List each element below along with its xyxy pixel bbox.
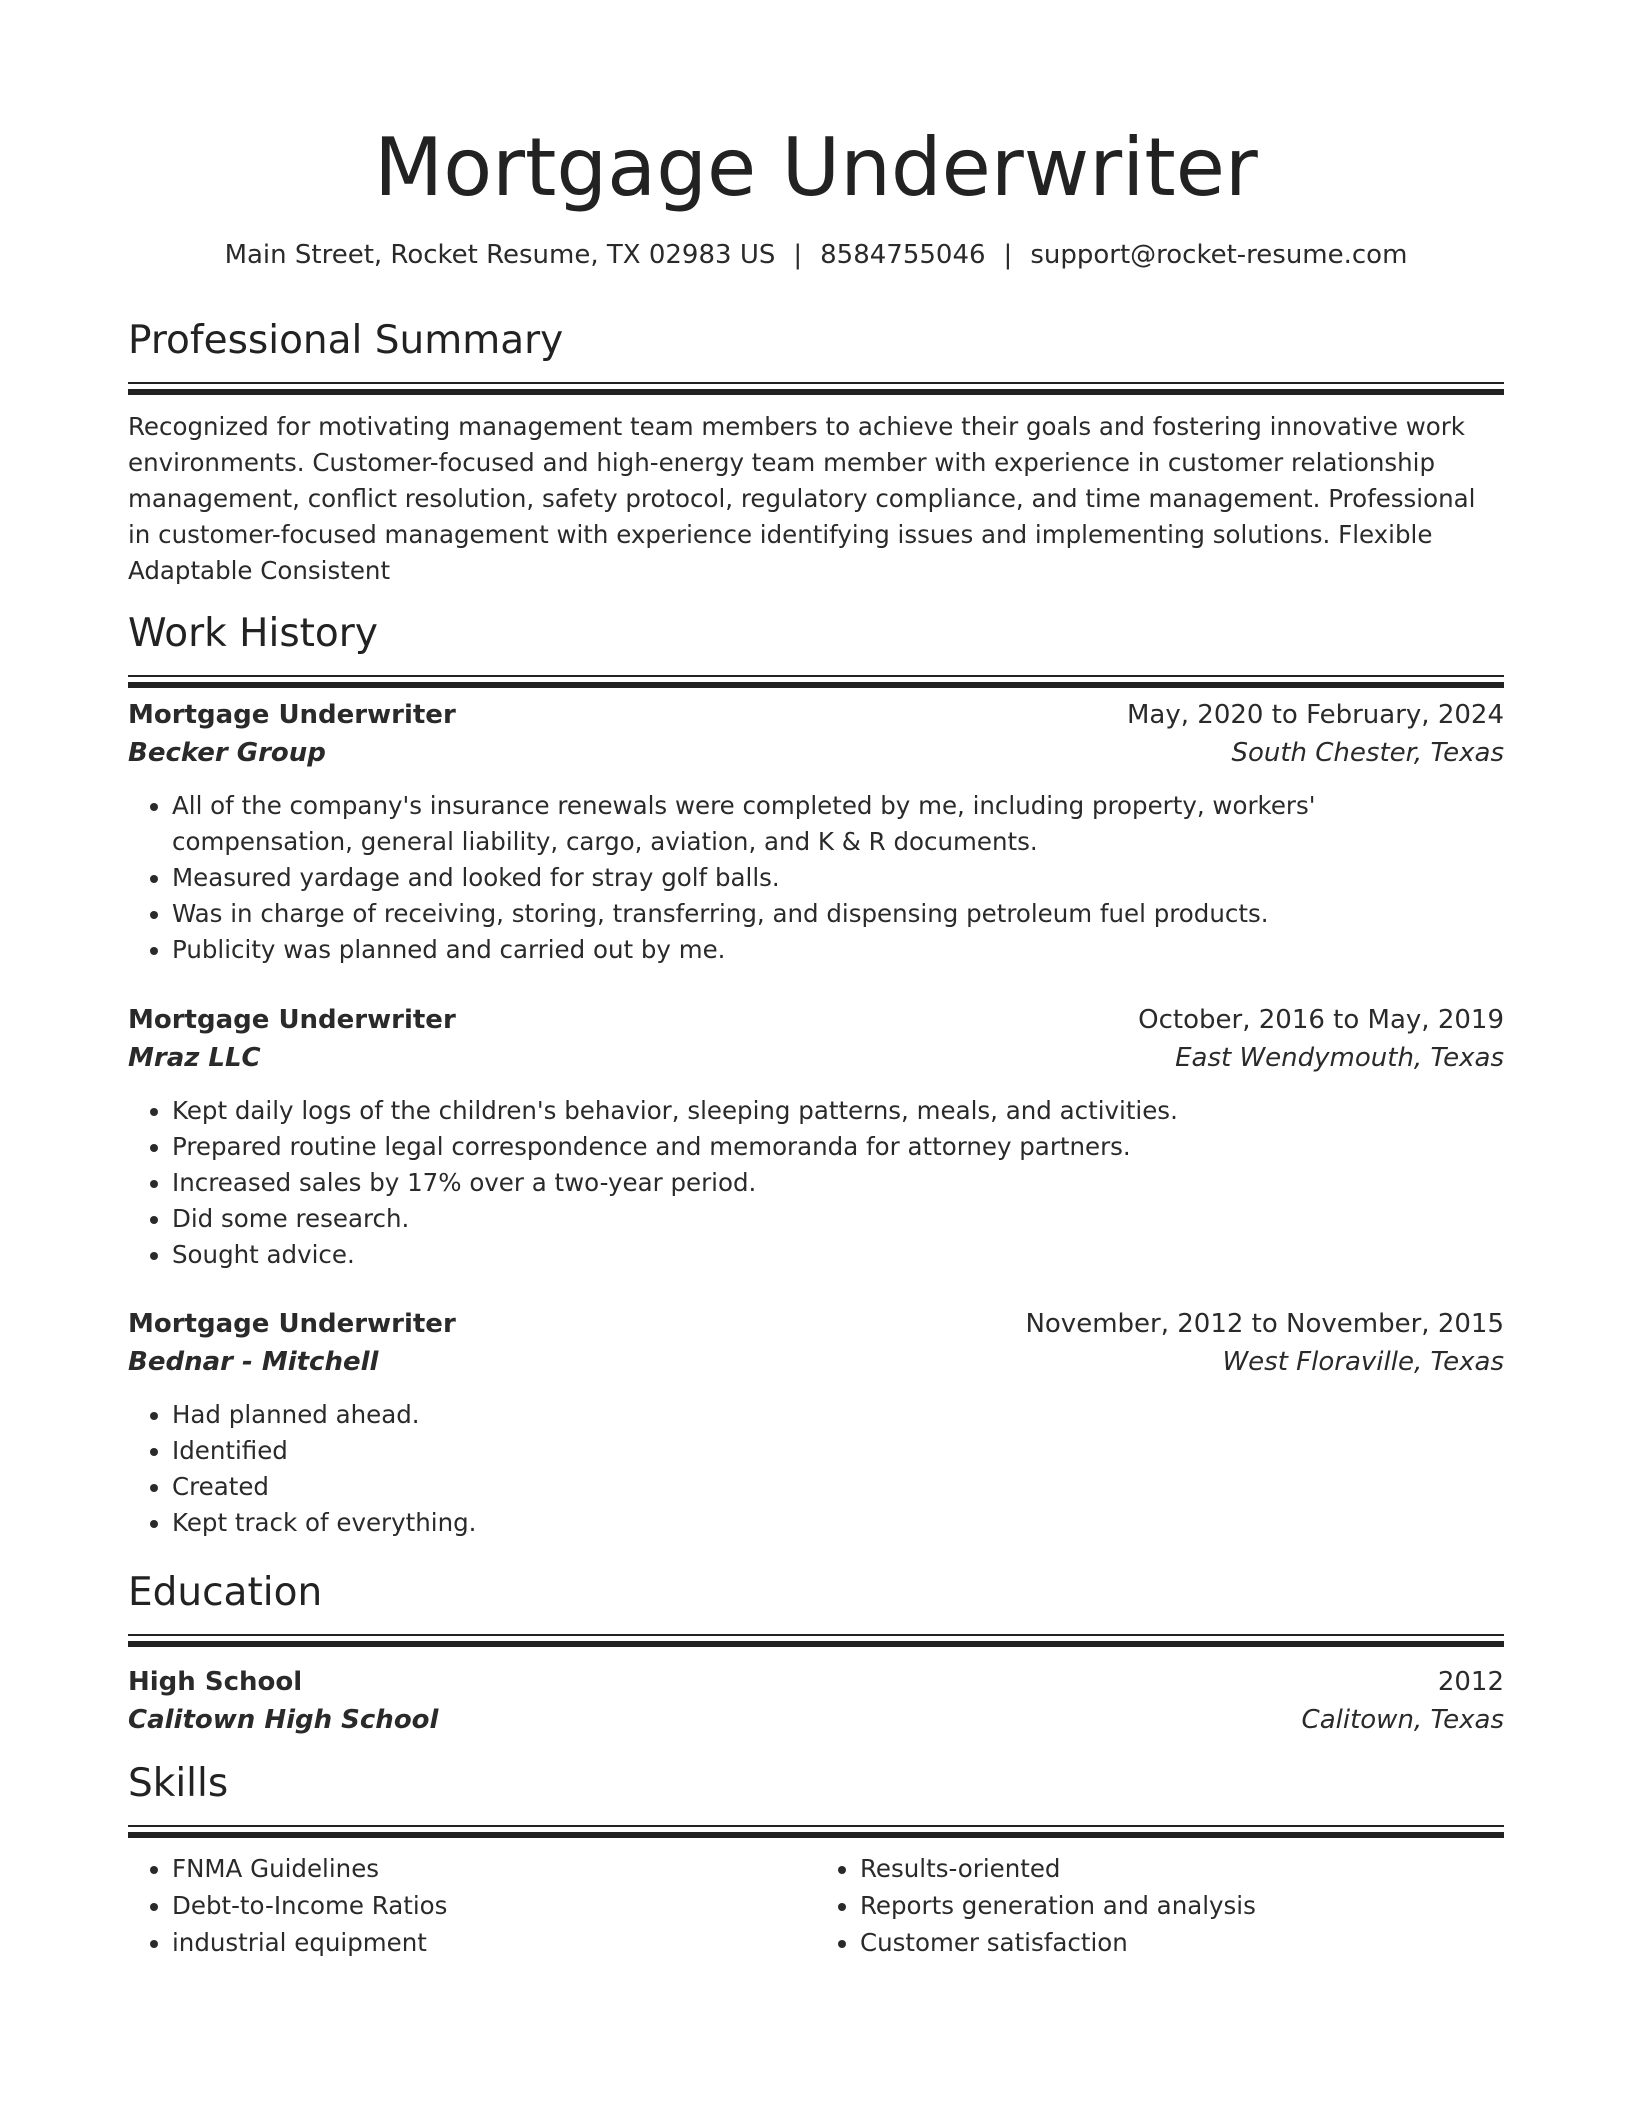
- candidate-name: Mortgage Underwriter: [374, 121, 1258, 214]
- job-header: [128, 1001, 1504, 1039]
- section-title-work: Work History: [128, 611, 378, 656]
- list-item: • Was in charge of receiving, storing, transferring, and dispensing petroleum fuel products.: [172, 896, 1504, 932]
- job-location: West Floraville, Texas: [1222, 1347, 1504, 1377]
- list-item: • Identified: [172, 1433, 1504, 1469]
- phone: 8584755046: [820, 240, 986, 270]
- graduation-year: 2012: [1437, 1667, 1504, 1697]
- separator: |: [1003, 240, 1013, 270]
- list-item: • Prepared routine legal correspondence and memoranda for attorney partners.: [172, 1129, 1504, 1165]
- list-item: • FNMA Guidelines: [172, 1850, 816, 1887]
- job-dates: November, 2012 to November, 2015: [1025, 1309, 1504, 1339]
- summary-section: [128, 316, 1504, 589]
- list-item: • Debt-to-Income Ratios: [172, 1887, 816, 1924]
- section-title-education: Education: [128, 1570, 323, 1615]
- school-location: Calitown, Texas: [1301, 1705, 1504, 1735]
- list-item: • Reports generation and analysis: [860, 1887, 1504, 1924]
- education-header: [128, 1663, 1504, 1701]
- education-section: [128, 1568, 1504, 1739]
- company-name: Mraz LLC: [128, 1043, 261, 1073]
- list-item: • Kept daily logs of the children's behavior, sleeping patterns, meals, and activities.: [172, 1093, 1504, 1129]
- job-bullets: [128, 1397, 1504, 1541]
- education-subheader: [128, 1701, 1504, 1739]
- skills-columns: [128, 1850, 1504, 1961]
- list-item: • Measured yardage and looked for stray golf balls.: [172, 860, 1504, 896]
- job-subheader: [128, 1343, 1504, 1381]
- list-item: • Customer satisfaction: [860, 1924, 1504, 1961]
- list-item: • industrial equipment: [172, 1924, 816, 1961]
- job-header: [128, 1305, 1504, 1343]
- section-divider: [128, 1825, 1504, 1838]
- job-subheader: [128, 1039, 1504, 1077]
- summary-text: Recognized for motivating management team members to achieve their goals and fostering innovative work environments. Customer-focused and high-energy team member with experience in customer relationship management, conflict resolution, safety protocol, regulatory compliance, and time management. Professional in customer-focused management with experience identifying issues and implementing solutions. Flexible Adaptable Consistent: [128, 412, 1476, 585]
- job-entry: [128, 1305, 1504, 1541]
- skills-list-right: [816, 1850, 1504, 1961]
- list-item: • Publicity was planned and carried out by me.: [172, 932, 1504, 968]
- list-item: • Created: [172, 1469, 1504, 1505]
- job-bullets: [128, 788, 1504, 968]
- section-title-summary: Professional Summary: [128, 318, 564, 363]
- job-title: Mortgage Underwriter: [128, 700, 456, 730]
- job-title: Mortgage Underwriter: [128, 1005, 456, 1035]
- job-subheader: [128, 734, 1504, 772]
- job-location: East Wendymouth, Texas: [1175, 1043, 1504, 1073]
- company-name: Becker Group: [128, 738, 326, 768]
- job-location: South Chester, Texas: [1231, 738, 1504, 768]
- list-item: • All of the company's insurance renewals were completed by me, including property, workers' compensation, general liability, cargo, aviation, and K & R documents.: [172, 788, 1504, 860]
- degree: High School: [128, 1667, 303, 1697]
- skills-list-left: [128, 1850, 816, 1961]
- skills-section: [128, 1759, 1504, 1961]
- list-item: • Sought advice.: [172, 1237, 1504, 1273]
- section-divider: [128, 675, 1504, 688]
- education-entry: [128, 1663, 1504, 1739]
- section-title-skills: Skills: [128, 1761, 229, 1806]
- job-dates: October, 2016 to May, 2019: [1138, 1005, 1504, 1035]
- job-entry: [128, 696, 1504, 968]
- job-header: [128, 696, 1504, 734]
- separator: |: [793, 240, 803, 270]
- job-title: Mortgage Underwriter: [128, 1309, 456, 1339]
- list-item: • Results-oriented: [860, 1850, 1504, 1887]
- list-item: • Increased sales by 17% over a two-year period.: [172, 1165, 1504, 1201]
- section-divider: [128, 1634, 1504, 1647]
- section-divider: [128, 382, 1504, 395]
- list-item: • Kept track of everything.: [172, 1505, 1504, 1541]
- job-entry: [128, 1001, 1504, 1273]
- list-item: • Had planned ahead.: [172, 1397, 1504, 1433]
- address: Main Street, Rocket Resume, TX 02983 US: [224, 240, 776, 270]
- list-item: • Did some research.: [172, 1201, 1504, 1237]
- email: support@rocket-resume.com: [1030, 240, 1408, 270]
- job-dates: May, 2020 to February, 2024: [1127, 700, 1504, 730]
- contact-line: [128, 237, 1504, 273]
- work-history-section: [128, 609, 1504, 688]
- company-name: Bednar - Mitchell: [128, 1347, 379, 1377]
- job-bullets: [128, 1093, 1504, 1273]
- school-name: Calitown High School: [128, 1705, 439, 1735]
